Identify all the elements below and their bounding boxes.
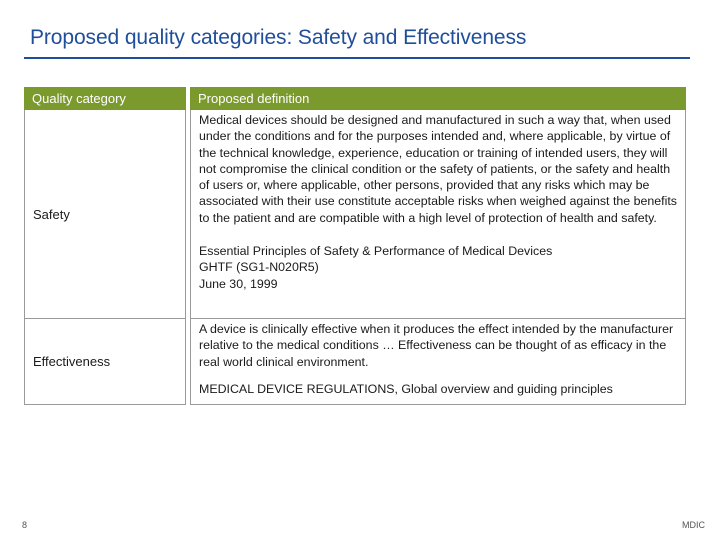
definition-text: A device is clinically effective when it produces the effect intended by the manufacturer relative to the medical conditions … Effectiveness can be thought of as efficacy in the real world clinical environment. — [199, 322, 674, 369]
source-line: June 30, 1999 — [199, 276, 278, 291]
title-divider — [24, 57, 690, 59]
source-line: GHTF (SG1-N020R5) — [199, 260, 319, 275]
source-line: MEDICAL DEVICE REGULATIONS, Global overview and guiding principles — [199, 381, 613, 396]
definition-cell-effectiveness — [190, 319, 686, 405]
header-quality-category: Quality category — [24, 87, 186, 110]
definition-cell-safety — [190, 110, 686, 319]
category-label: Effectiveness — [33, 354, 111, 369]
source-citation — [199, 243, 679, 292]
definition-text: Medical devices should be designed and manufactured in such a way that, when used under the conditions and for the purposes intended and, where applicable, by virtue of the technical knowledge, experience, education or training of intended users, they will not compromise the clinical condition or the safety of patients, or the safety and health of users or, where applicable, other persons, provided that any risks which may be associated with their use constitute acceptable risks when weighed against the benefits to the patient and are compatible with a high level of protection of health and safety. — [199, 113, 678, 225]
source-line: Essential Principles of Safety & Performance of Medical Devices — [199, 244, 553, 259]
header-proposed-definition: Proposed definition — [190, 87, 686, 110]
category-cell-safety — [24, 110, 186, 319]
category-cell-effectiveness — [24, 319, 186, 405]
slide-title: Proposed quality categories: Safety and Effectiveness — [30, 26, 527, 49]
page-number: 8 — [22, 520, 28, 530]
footer-mark: MDIC — [682, 520, 705, 530]
category-label: Safety — [33, 206, 70, 222]
source-citation — [199, 381, 679, 397]
